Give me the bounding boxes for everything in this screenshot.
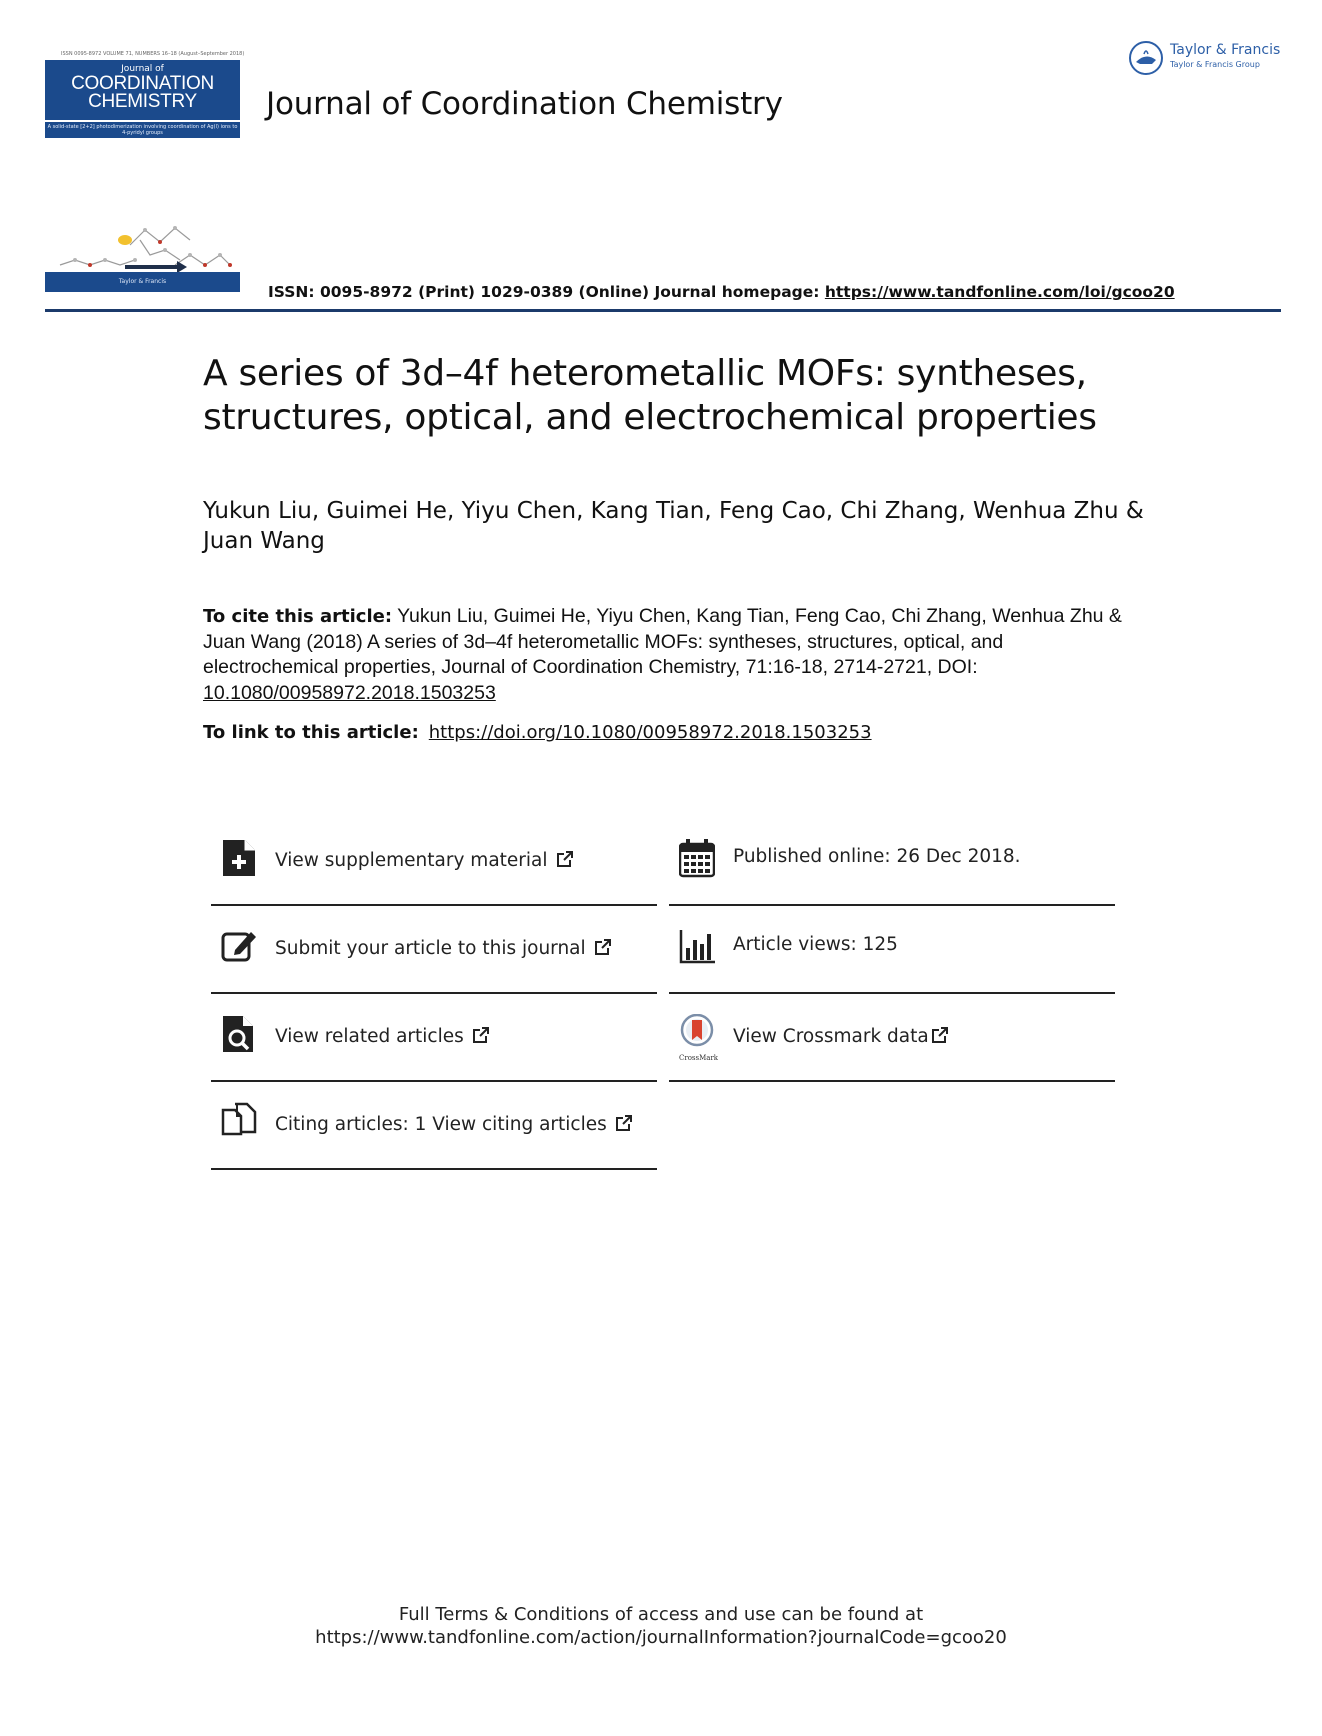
calendar-icon [679, 838, 715, 878]
crossmark-cell[interactable] [669, 996, 1115, 1082]
related-label: View related articles [275, 1026, 490, 1047]
cover-title-line2: CHEMISTRY [88, 91, 197, 112]
cover-publisher-band: Taylor & Francis [45, 272, 240, 292]
article-doi-url[interactable]: https://doi.org/10.1080/00958972.2018.1503253 [428, 722, 872, 743]
divider [669, 992, 1115, 994]
link-label: To link to this article: [203, 722, 419, 743]
divider [669, 1080, 1115, 1082]
issn-line [268, 283, 1175, 301]
divider [211, 1080, 657, 1082]
article-link-block [203, 722, 872, 743]
header-divider [45, 309, 1281, 312]
published-online-cell [669, 820, 1115, 906]
divider [669, 904, 1115, 906]
cite-text: Yukun Liu, Guimei He, Yiyu Chen, Kang Tian, Feng Cao, Chi Zhang, Wenhua Zhu & Juan Wang (2018) A series of 3d–4f heterometallic MOFs: syntheses, structures, optical, and electrochemical properties, Journal of Coordination Chemistry, 71:16-18, 2714-2721, DOI: [203, 605, 1122, 678]
article-authors: Yukun Liu, Guimei He, Yiyu Chen, Kang Tian, Feng Cao, Chi Zhang, Wenhua Zhu & Juan Wang [203, 498, 1144, 554]
submit-article-cell[interactable] [211, 908, 657, 994]
cover-subtitle-strip: A solid-state [2+2] photodimerization involving coordination of Ag(I) ions to 4-pyridyl groups [45, 120, 240, 138]
publisher-name: Taylor & Francis [1170, 42, 1281, 58]
terms-footer [0, 1603, 1322, 1649]
external-link-icon [594, 938, 612, 956]
cover-meta: ISSN 0095-8972 VOLUME 71, NUMBERS 16–18 (August–September 2018) [61, 51, 245, 57]
journal-homepage-link[interactable]: https://www.tandfonline.com/loi/gcoo20 [824, 283, 1175, 301]
citation-block [203, 604, 1143, 706]
divider [211, 904, 657, 906]
supplementary-link-cell[interactable] [211, 820, 657, 906]
file-plus-icon [221, 838, 257, 878]
citing-label: Citing articles: 1 View citing articles [275, 1114, 633, 1135]
external-link-icon [931, 1026, 949, 1044]
publisher-lamp-icon [1128, 40, 1164, 76]
divider [211, 992, 657, 994]
copy-icon [221, 1102, 257, 1142]
supplementary-label: View supplementary material [275, 850, 574, 871]
cover-title-line1: COORDINATION [71, 73, 214, 94]
terms-line: Full Terms & Conditions of access and use can be found at [398, 1604, 924, 1625]
article-views-cell [669, 908, 1115, 994]
journal-title[interactable]: Journal of Coordination Chemistry [266, 86, 783, 122]
publisher-logo[interactable] [1128, 38, 1288, 78]
cover-molecule-art [55, 170, 235, 280]
published-label: Published online: 26 Dec 2018. [733, 846, 1021, 867]
views-label: Article views: 125 [733, 934, 898, 955]
citing-articles-cell[interactable] [211, 1084, 657, 1170]
crossmark-logo-text: CrossMark [679, 1054, 719, 1062]
edit-icon [221, 926, 257, 966]
bar-chart-icon [679, 926, 715, 966]
terms-url[interactable]: https://www.tandfonline.com/action/journalInformation?journalCode=gcoo20 [315, 1627, 1007, 1648]
crossmark-label: View Crossmark data [733, 1026, 949, 1047]
file-search-icon [221, 1014, 257, 1054]
external-link-icon [556, 850, 574, 868]
divider [211, 1168, 657, 1170]
journal-cover [45, 50, 245, 294]
external-link-icon [472, 1026, 490, 1044]
cite-label: To cite this article: [203, 606, 393, 627]
cover-title-band [45, 60, 240, 120]
article-title: A series of 3d–4f heterometallic MOFs: syntheses, structures, optical, and electrochemical properties [203, 353, 1097, 438]
related-articles-cell[interactable] [211, 996, 657, 1082]
publisher-subname: Taylor & Francis Group [1170, 60, 1260, 69]
crossmark-icon [679, 1014, 715, 1054]
doi-link[interactable]: 10.1080/00958972.2018.1503253 [203, 681, 496, 704]
cover-of-label: Journal of [121, 64, 164, 74]
submit-label: Submit your article to this journal [275, 938, 612, 959]
issn-text: ISSN: 0095-8972 (Print) 1029-0389 (Online) Journal homepage: [268, 283, 825, 301]
external-link-icon [615, 1114, 633, 1132]
